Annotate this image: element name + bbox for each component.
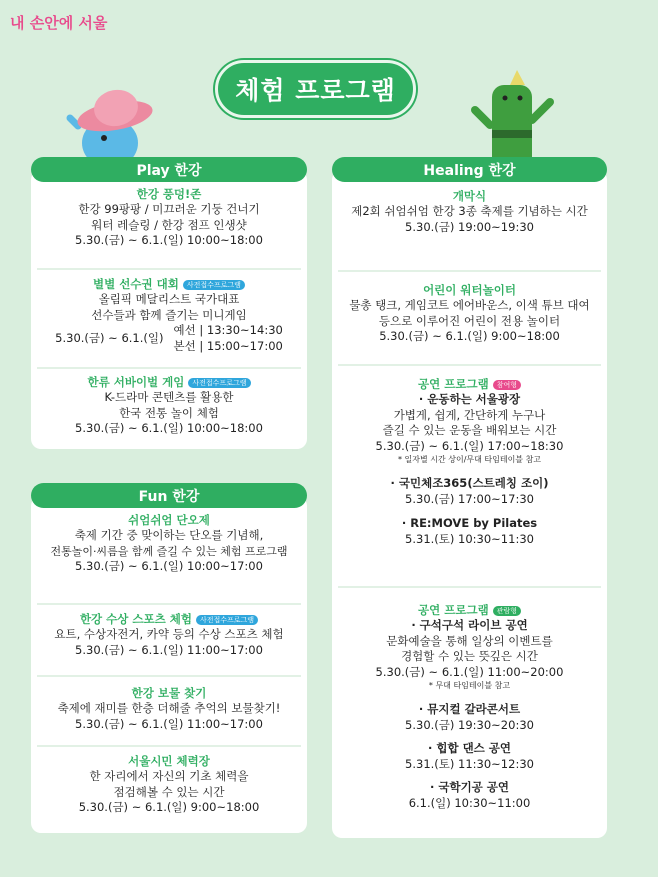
schedule-final: 본선 | 15:00~17:00 [173,338,283,353]
section-time: 5.30.(금) 19:00~19:30 [405,219,534,234]
program-item: · 힙합 댄스 공연 [427,741,512,755]
section-title: 공연 프로그램 참여형 [338,376,601,392]
program-time: 5.31.(토) 11:30~12:30 [405,756,534,771]
section-date: 5.30.(금) ~ 6.1.(일) [55,330,164,345]
section-title: 공연 프로그램 관람형 [338,602,601,618]
program-time: 5.30.(금) 17:00~17:30 [405,491,534,506]
blue-mascot-icon [60,78,160,168]
program-time: 5.30.(금) ~ 6.1.(일) 11:00~20:00 [375,664,564,679]
section-time: 5.30.(금) ~ 6.1.(일) 11:00~17:00 [75,716,263,731]
section-desc: K-드라마 콘텐츠를 활용한 [104,390,234,404]
section-time: 5.30.(금) ~ 6.1.(일) 9:00~18:00 [379,329,560,343]
program-time: 6.1.(일) 10:30~11:00 [408,795,531,810]
participatory-badge: 참여형 [493,380,521,390]
program-note: * 일자별 시간 상이/무대 타임테이블 참고 [397,455,542,464]
section-title: 별별 선수권 대회 사전접수프로그램 [37,276,301,292]
section-title: 어린이 워터놀이터 [423,283,516,297]
section-schedule [174,323,283,354]
play-column [31,157,307,449]
fun-section-dano [37,510,301,605]
section-time: 5.30.(금) ~ 6.1.(일) 9:00~18:00 [78,800,260,814]
program-item: · 뮤지컬 갈라콘서트 [418,702,521,716]
healing-card [332,170,607,838]
healing-section-opening [338,184,601,272]
section-desc: 선수들과 함께 즐기는 미니게임 [91,307,247,322]
section-title: 한강 풍덩!존 [136,187,202,201]
program-desc: 경험할 수 있는 뜻깊은 시간 [401,649,538,663]
healing-header: Healing 한강 [332,157,607,182]
fun-header: Fun 한강 [31,483,307,508]
section-desc: 축제에 재미를 한층 더해줄 추억의 보물찾기! [57,701,281,715]
site-logo: 내 손안에 서울 [10,14,108,32]
program-desc: 문화예술을 통해 일상의 이벤트를 [386,633,553,648]
fun-column [31,483,307,833]
fun-section-watersports [37,605,301,677]
pre-registration-badge: 사전접수프로그램 [183,280,245,290]
section-title: 한강 보물 찾기 [131,686,207,700]
play-section-survival [37,369,301,449]
pre-registration-badge: 사전접수프로그램 [188,378,250,388]
section-desc: 한강 99팡팡 / 미끄러운 기둥 건너기 [78,202,260,216]
section-time: 5.30.(금) ~ 6.1.(일) 10:00~18:00 [75,421,263,435]
section-title: 한강 수상 스포츠 체험 사전접수프로그램 [37,611,301,627]
schedule-qualifier: 예선 | 13:30~14:30 [173,323,283,337]
program-desc: 가볍게, 쉽게, 간단하게 누구나 [393,407,546,422]
section-desc: 제2회 쉬엄쉬엄 한강 3종 축제를 기념하는 시간 [351,204,588,218]
section-time: 5.30.(금) ~ 6.1.(일) 10:00~17:00 [75,559,263,573]
program-time: 5.30.(금) ~ 6.1.(일) 17:00~18:30 [375,438,564,453]
section-time: 5.30.(금) ~ 6.1.(일) 10:00~18:00 [75,233,263,247]
program-item: · RE:MOVE by Pilates [401,516,538,530]
section-time: 5.30.(금) ~ 6.1.(일) 11:00~17:00 [75,642,263,657]
fun-card [31,496,307,833]
section-desc: 전통놀이·씨름을 함께 즐길 수 있는 체험 프로그램 [50,544,288,558]
play-card [31,170,307,449]
section-title: 개막식 [452,189,487,203]
section-desc: 축제 기간 중 맞이하는 단오를 기념해, [74,528,264,542]
section-desc: 한 자리에서 자신의 기초 체력을 [89,769,249,783]
fun-section-fitness [37,747,301,833]
section-title: 쉬엄쉬엄 단오제 [128,513,210,527]
program-item: · 운동하는 서울광장 [418,392,521,406]
program-time: 5.30.(금) 19:30~20:30 [405,717,534,732]
play-header: Play 한강 [31,157,307,182]
section-desc: 요트, 수상자전거, 카약 등의 수상 스포츠 체험 [54,627,284,641]
section-desc: 워터 레슬링 / 한강 점프 인생샷 [91,217,247,232]
section-title: 서울시민 체력장 [128,754,210,768]
section-desc: 한국 전통 놀이 체험 [119,405,219,420]
section-desc: 올림픽 메달리스트 국가대표 [98,292,240,306]
page-title: 체험 프로그램 [215,60,416,118]
healing-section-water [338,272,601,366]
fun-section-treasure [37,677,301,747]
section-title: 한류 서바이벌 게임 사전접수프로그램 [37,374,301,390]
play-section-splash [37,184,301,270]
section-desc: 물총 탱크, 게임코트 에어바운스, 이색 튜브 대여 [349,298,590,312]
pre-registration-badge: 사전접수프로그램 [196,615,258,625]
program-item: · 국학기공 공연 [429,780,510,794]
healing-column [332,157,607,838]
section-desc: 등으로 이루어진 어린이 전용 놀이터 [378,313,561,328]
healing-section-performance-participatory [338,366,601,588]
section-desc: 점검해볼 수 있는 시간 [113,784,225,799]
section-time-row [37,323,301,354]
program-time: 5.31.(토) 10:30~11:30 [405,531,534,546]
play-section-championship [37,270,301,369]
program-note: * 무대 타임테이블 참고 [428,681,511,690]
program-desc: 즐길 수 있는 운동을 배워보는 시간 [382,423,557,437]
viewing-badge: 관람형 [493,606,521,616]
program-item: · 구석구석 라이브 공연 [411,618,528,632]
healing-section-performance-viewing [338,588,601,838]
green-mascot-icon [470,70,560,170]
program-item: · 국민체조365(스트레칭 조이) [390,476,549,490]
